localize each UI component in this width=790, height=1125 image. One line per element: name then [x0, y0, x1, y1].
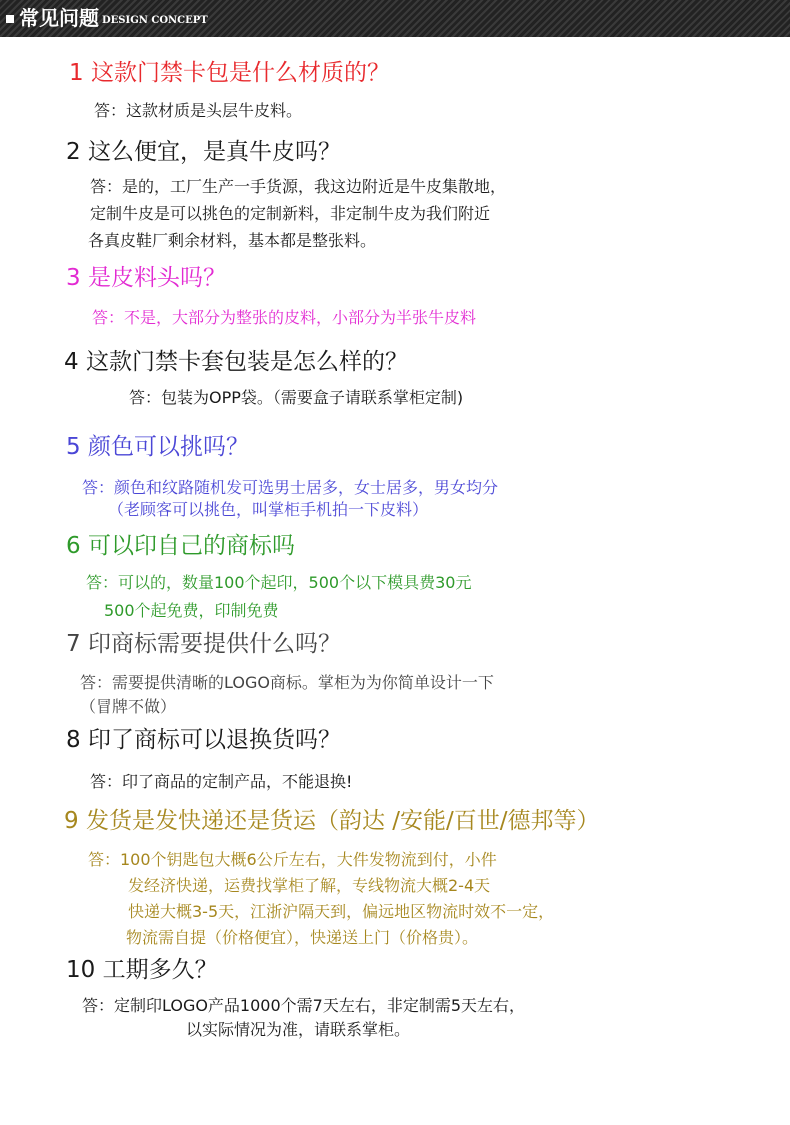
- faq-answer-7-line-2: （冒牌不做）: [80, 697, 177, 716]
- faq-answer-9-line-2: 发经济快递，运费找掌柜了解，专线物流大概2-4天: [128, 876, 491, 895]
- faq-answer-9-line-1: 答：100个钥匙包大概6公斤左右，大件发物流到付，小件: [88, 850, 497, 869]
- header-subtitle: DESIGN CONCEPT: [102, 15, 208, 26]
- faq-question-4: 4 这款门禁卡套包装是怎么样的？: [64, 349, 408, 375]
- faq-answer-9-line-3: 快递大概3-5天，江浙沪隔天到，偏远地区物流时效不一定，: [128, 902, 555, 921]
- faq-question-2: 2 这么便宜，是真牛皮吗？: [66, 139, 341, 165]
- faq-answer-9-line-4: 物流需自提（价格便宜），快递送上门（价格贵）。: [126, 928, 479, 947]
- faq-answer-5-line-2: （老顾客可以挑色，叫掌柜手机拍一下皮料）: [108, 500, 429, 519]
- faq-question-5: 5 颜色可以挑吗？: [66, 434, 249, 460]
- faq-answer-4-line-1: 答：包装为OPP袋。（需要盒子请联系掌柜定制): [129, 388, 464, 407]
- faq-answer-3-line-1: 答：不是，大部分为整张的皮料，小部分为半张牛皮料: [92, 308, 477, 327]
- faq-question-9: 9 发货是发快递还是货运（韵达 /安能/百世/德邦等）: [64, 808, 600, 834]
- faq-answer-2-line-2: 定制牛皮是可以挑色的定制新料，非定制牛皮为我们附近: [90, 204, 491, 223]
- faq-answer-6-line-1: 答：可以的，数量100个起印，500个以下模具费30元: [86, 573, 472, 592]
- faq-question-6: 6 可以印自己的商标吗: [66, 533, 295, 559]
- page-header: [0, 0, 790, 37]
- faq-answer-7-line-1: 答：需要提供清晰的LOGO商标。掌柜为为你简单设计一下: [80, 673, 494, 692]
- faq-answer-1-line-1: 答：这款材质是头层牛皮料。: [94, 101, 303, 120]
- faq-answer-8-line-1: 答：印了商品的定制产品，不能退换!: [90, 772, 353, 791]
- faq-answer-5-line-1: 答：颜色和纹路随机发可选男士居多，女士居多，男女均分: [82, 478, 499, 497]
- faq-question-10: 10 工期多久？: [66, 957, 218, 983]
- faq-question-8: 8 印了商标可以退换货吗？: [66, 727, 341, 753]
- faq-answer-10-line-1: 答：定制印LOGO产品1000个需7天左右，非定制需5天左右，: [82, 996, 526, 1015]
- faq-question-3: 3 是皮料头吗？: [66, 265, 226, 291]
- faq-answer-2-line-1: 答：是的，工厂生产一手货源，我这边附近是牛皮集散地，: [90, 177, 507, 196]
- faq-answer-6-line-2: 500个起免费，印制免费: [104, 601, 279, 620]
- header-title: 常见问题: [19, 6, 99, 30]
- square-bullet-icon: [6, 15, 14, 23]
- faq-question-1: 1 这款门禁卡包是什么材质的？: [69, 60, 390, 86]
- faq-answer-10-line-2: 以实际情况为准，请联系掌柜。: [186, 1020, 411, 1039]
- faq-answer-2-line-3: 各真皮鞋厂剩余材料，基本都是整张料。: [88, 231, 377, 250]
- faq-question-7: 7 印商标需要提供什么吗？: [66, 631, 341, 657]
